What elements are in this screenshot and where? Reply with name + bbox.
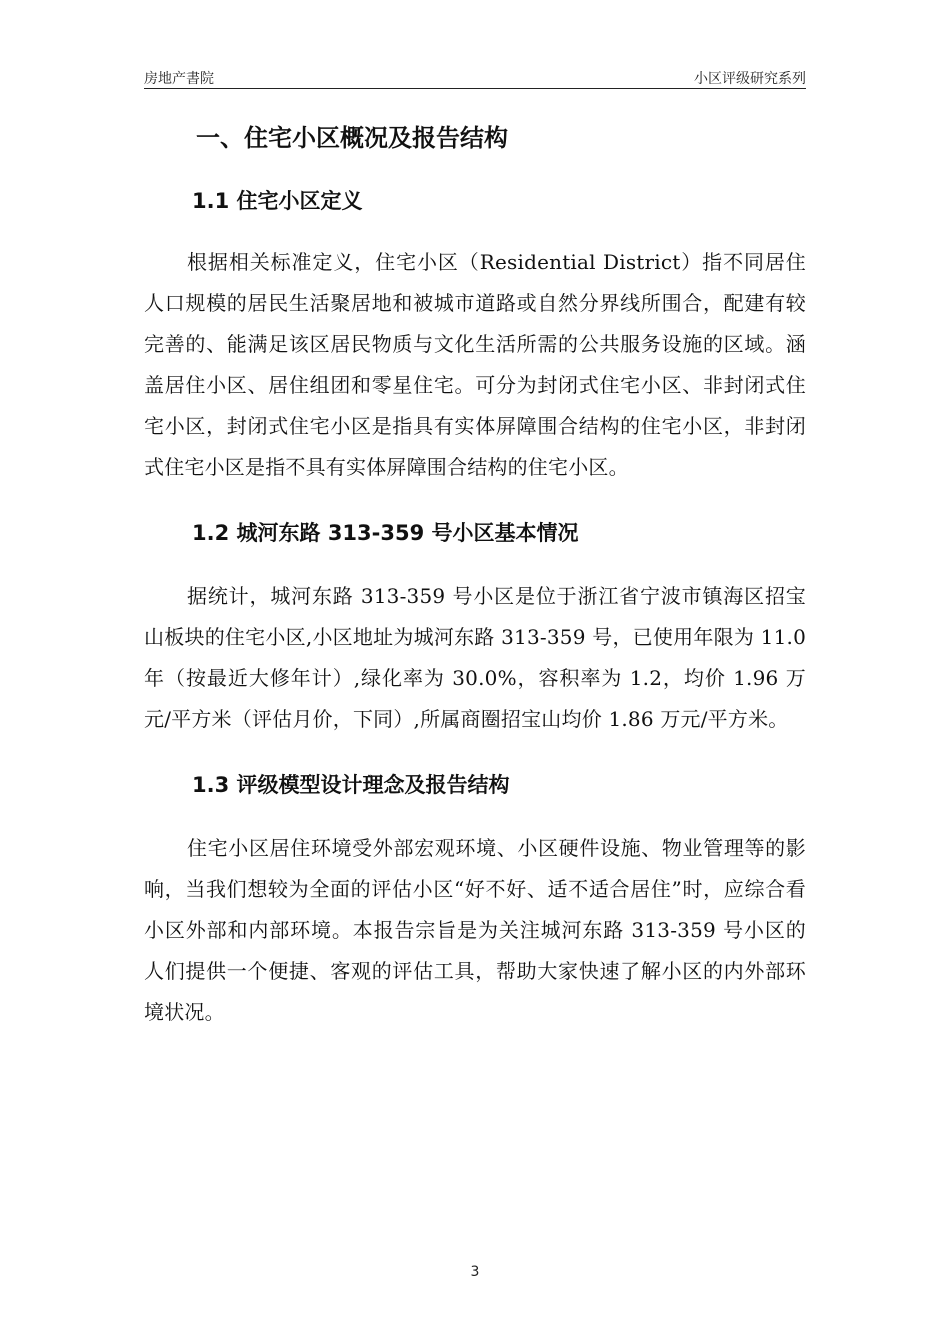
header-publisher: 房地产書院 <box>144 71 214 87</box>
paragraph-model-design: 住宅小区居住环境受外部宏观环境、小区硬件设施、物业管理等的影响，当我们想较为全面的评估小区“好不好、适不适合居住”时，应综合看小区外部和内部环境。本报告宗旨是为关注城河东路 313-359 号小区的人们提供一个便捷、客观的评估工具，帮助大家快速了解小区的内外部环境状况。 <box>144 836 806 1024</box>
page-header <box>144 66 806 89</box>
section-title: 一、住宅小区概况及报告结构 <box>196 124 508 152</box>
subsection-heading-1-3: 1.3 评级模型设计理念及报告结构 <box>192 773 510 797</box>
page-footer <box>0 1264 950 1280</box>
subsection-heading-1-2: 1.2 城河东路 313-359 号小区基本情况 <box>192 521 579 545</box>
page-number: 3 <box>470 1264 480 1280</box>
paragraph-definition: 根据相关标准定义，住宅小区（Residential District）指不同居住人口规模的居民生活聚居地和被城市道路或自然分界线所围合，配建有较完善的、能满足该区居民物质与文化生活所需的公共服务设施的区域。涵盖居住小区、居住组团和零星住宅。可分为封闭式住宅小区、非封闭式住宅小区，封闭式住宅小区是指具有实体屏障围合结构的住宅小区，非封闭式住宅小区是指不具有实体屏障围合结构的住宅小区。 <box>144 250 806 479</box>
header-series-title: 小区评级研究系列 <box>694 71 806 87</box>
page-content <box>144 118 806 1033</box>
paragraph-basic-info: 据统计，城河东路 313-359 号小区是位于浙江省宁波市镇海区招宝山板块的住宅小区,小区地址为城河东路 313-359 号，已使用年限为 11.0 年（按最近大修年计）,绿化率为 30.0%，容积率为 1.2，均价 1.96 万元/平方米（评估月价，下同）,所属商圈招宝山均价 1.86 万元/平方米。 <box>144 584 806 731</box>
subsection-heading-1-1: 1.1 住宅小区定义 <box>192 189 363 213</box>
